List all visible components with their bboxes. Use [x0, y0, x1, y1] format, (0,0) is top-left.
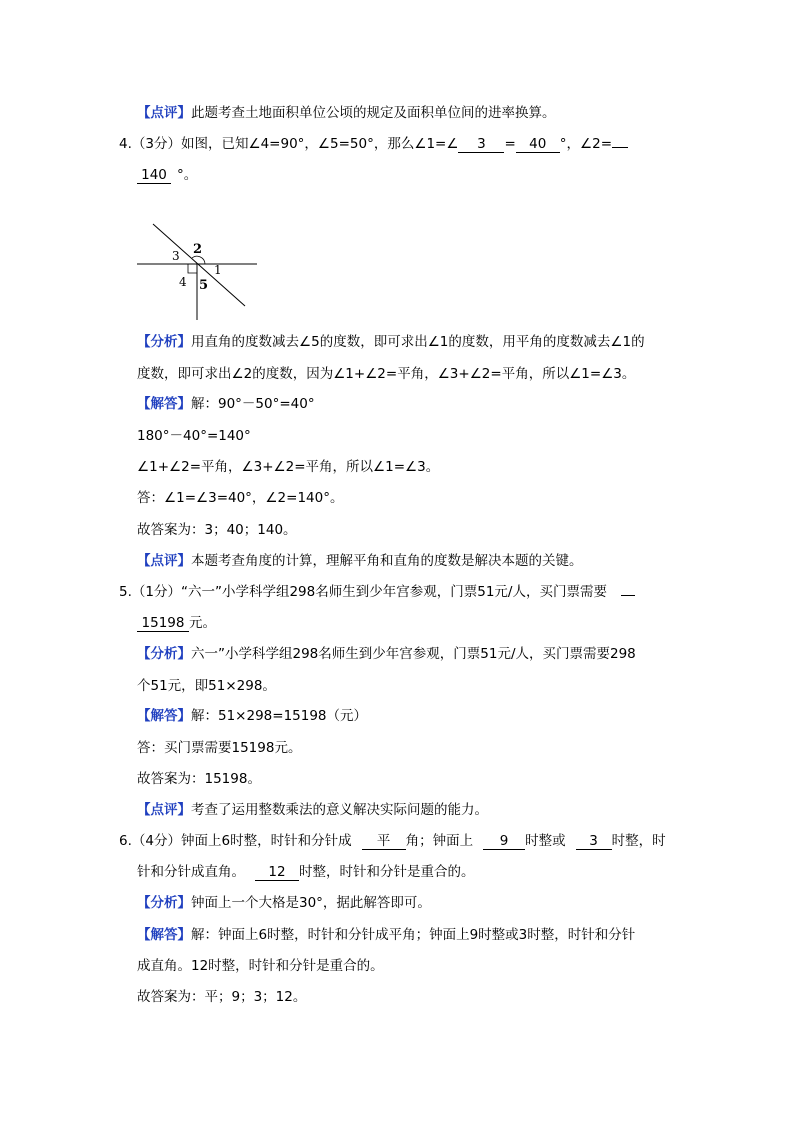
analysis-tag: 【分析】: [137, 334, 191, 350]
comment-tag: 【点评】: [137, 105, 191, 121]
comment-tag: 【点评】: [137, 802, 191, 818]
question-text: 时整，时针和分针是重合的。: [299, 864, 475, 880]
q4-question-line2: [137, 166, 197, 184]
q6-answer-line2: 成直角。12时整，时针和分针是重合的。: [137, 958, 384, 974]
analysis-text: 六一”小学科学组298名师生到少年宫参观，门票51元/人，买门票需要298: [191, 646, 636, 662]
question-number: 6.: [119, 833, 132, 849]
analysis-tag: 【分析】: [137, 646, 191, 662]
answer-blank: 12: [255, 864, 299, 881]
angle-figure: [135, 218, 265, 328]
q5-comment: [137, 801, 488, 819]
q6-answer-line1: [137, 926, 635, 944]
answer-tag: 【解答】: [137, 396, 191, 412]
q5-answer-line3: 故答案为：15198。: [137, 771, 261, 787]
answer-blank: 140: [137, 167, 171, 184]
answer-blank: 9: [483, 833, 525, 850]
label-1: 1: [214, 263, 222, 277]
question-text: 针和分针成直角。: [137, 864, 245, 880]
q3-comment: [137, 104, 556, 122]
q5-analysis-line2: 个51元，即51×298。: [137, 678, 276, 694]
q4-question-line1: [119, 135, 628, 153]
label-3: 3: [172, 249, 180, 263]
answer-tag: 【解答】: [137, 708, 191, 724]
answer-text: 解：钟面上6时整，时针和分针成平角；钟面上9时整或3时整，时针和分针: [191, 927, 636, 943]
answer-text: 解：51×298=15198（元）: [191, 708, 368, 724]
answer-blank: [612, 147, 628, 148]
q5-question-line1: [119, 583, 635, 601]
question-number: 5.: [119, 584, 132, 600]
q6-question-line2: [137, 863, 475, 881]
q5-analysis-line1: [137, 645, 636, 663]
q6-question-line1: [119, 832, 666, 850]
answer-blank: 40: [516, 136, 560, 153]
q4-analysis-line2: 度数，即可求出∠2的度数，因为∠1+∠2=平角，∠3+∠2=平角，所以∠1=∠3。: [137, 366, 636, 382]
label-4: 4: [179, 275, 187, 289]
q4-answer-line2: 180°－40°=140°: [137, 428, 251, 444]
answer-blank: 3: [576, 833, 612, 850]
answer-blank: 15198: [137, 615, 189, 632]
analysis-text: 用直角的度数减去∠5的度数，即可求出∠1的度数，用平角的度数减去∠1的: [191, 334, 645, 350]
diagonal-line: [153, 224, 245, 306]
q4-answer-line3: ∠1+∠2=平角，∠3+∠2=平角，所以∠1=∠3。: [137, 459, 440, 475]
comment-tag: 【点评】: [137, 553, 191, 569]
question-text: 时整，时: [611, 833, 666, 849]
question-text: （4分）钟面上6时整，时针和分针成: [131, 833, 352, 849]
answer-text: 解：90°－50°=40°: [191, 396, 315, 412]
answer-blank: 平: [362, 833, 406, 850]
comment-text: 此题考查土地面积单位公顷的规定及面积单位间的进率换算。: [191, 105, 556, 121]
analysis-tag: 【分析】: [137, 895, 191, 911]
q6-analysis: [137, 894, 431, 912]
question-text: 时整或: [525, 833, 566, 849]
right-angle-mark: [188, 264, 197, 273]
question-text: °，∠2=: [559, 136, 613, 152]
question-text: （1分）“六一”小学科学组298名师生到少年宫参观，门票51元/人，买门票需要: [131, 584, 607, 600]
question-text: （3分）如图，已知∠4=90°，∠5=50°，那么∠1=∠: [131, 136, 459, 152]
question-text: =: [504, 136, 516, 152]
q5-answer-line1: [137, 707, 367, 725]
comment-text: 本题考查角度的计算，理解平角和直角的度数是解决本题的关键。: [191, 553, 583, 569]
q5-answer-line2: 答：买门票需要15198元。: [137, 740, 302, 756]
label-5: 5: [199, 278, 209, 293]
answer-blank: [621, 595, 635, 596]
q5-question-line2: [137, 614, 216, 632]
question-text: 角；钟面上: [405, 833, 474, 849]
q6-answer-line3: 故答案为：平；9；3；12。: [137, 989, 307, 1005]
q4-answer-line4: 答：∠1=∠3=40°，∠2=140°。: [137, 490, 344, 506]
q4-answer-line1: [137, 395, 315, 413]
answer-tag: 【解答】: [137, 927, 191, 943]
analysis-text: 钟面上一个大格是30°，据此解答即可。: [191, 895, 431, 911]
q4-comment: [137, 552, 583, 570]
comment-text: 考查了运用整数乘法的意义解决实际问题的能力。: [191, 802, 488, 818]
question-text: °。: [177, 167, 198, 183]
question-text: 元。: [189, 615, 216, 631]
q4-answer-line5: 故答案为：3；40；140。: [137, 522, 297, 538]
answer-blank: 3: [458, 136, 504, 153]
question-number: 4.: [119, 136, 132, 152]
label-2: 2: [193, 242, 203, 257]
q4-analysis-line1: [137, 333, 645, 351]
